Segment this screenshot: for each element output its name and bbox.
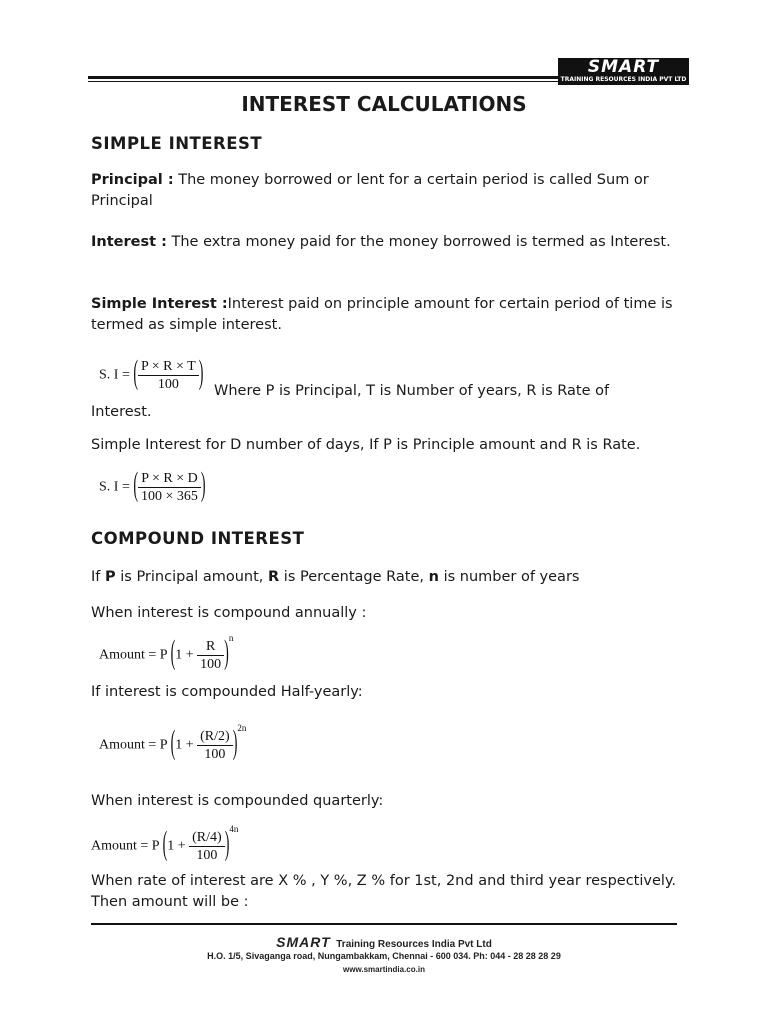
simple-interest-text: Interest paid on principle amount for certain period of time is termed as simple interest. bbox=[91, 296, 673, 333]
var-n: n bbox=[428, 569, 439, 585]
simple-interest-term: Simple Interest : bbox=[91, 296, 228, 312]
quarterly-text: When interest is compounded quarterly: bbox=[91, 793, 384, 809]
footer-company: Training Resources India Pvt Ltd bbox=[336, 939, 492, 950]
left-paren: ( bbox=[133, 468, 139, 505]
formula-numerator: R bbox=[197, 638, 224, 656]
var-r: R bbox=[268, 569, 280, 585]
principal-term: Principal : bbox=[91, 172, 174, 188]
formula-lhs: S. I = bbox=[99, 367, 130, 383]
half-yearly-formula bbox=[99, 722, 247, 763]
formula-fraction bbox=[197, 728, 233, 763]
annual-formula bbox=[99, 632, 234, 673]
footer-address: H.O. 1/5, Sivaganga road, Nungambakkam, Chennai - 600 034. Ph: 044 - 28 28 28 29 bbox=[207, 951, 561, 961]
left-paren: ( bbox=[133, 356, 139, 393]
right-paren: ) bbox=[200, 468, 206, 505]
formula-lhs: S. I = bbox=[99, 479, 130, 495]
principal-text: The money borrowed or lent for a certain period is called Sum or Principal bbox=[91, 172, 649, 209]
formula-denominator: 100 bbox=[196, 848, 218, 863]
formula-lhs: Amount = P bbox=[99, 647, 168, 663]
formula-denominator: 100 bbox=[204, 747, 226, 762]
var-p: P bbox=[105, 569, 116, 585]
simple-interest-heading: SIMPLE INTEREST bbox=[91, 134, 263, 153]
formula-where-text-cont: Interest. bbox=[91, 404, 152, 420]
half-yearly-text: If interest is compounded Half-yearly: bbox=[91, 684, 363, 700]
right-paren: ) bbox=[232, 726, 238, 763]
formula-fraction bbox=[138, 358, 199, 393]
header-rule-thin bbox=[88, 81, 558, 82]
interest-definition bbox=[91, 232, 691, 253]
compound-interest-heading: COMPOUND INTEREST bbox=[91, 529, 305, 548]
footer-rule bbox=[91, 923, 677, 925]
formula-fraction bbox=[138, 470, 201, 505]
footer-website: www.smartindia.co.in bbox=[343, 965, 425, 974]
annual-text: When interest is compound annually : bbox=[91, 605, 367, 621]
left-paren: ( bbox=[170, 636, 176, 673]
formula-one-plus: 1 + bbox=[175, 737, 194, 753]
formula-denominator: 100 bbox=[200, 657, 222, 672]
left-paren: ( bbox=[162, 827, 168, 864]
formula-numerator: (R/4) bbox=[189, 829, 225, 847]
right-paren: ) bbox=[198, 356, 204, 393]
right-paren: ) bbox=[224, 636, 229, 673]
formula-numerator: (R/2) bbox=[197, 728, 233, 746]
simple-interest-definition bbox=[91, 294, 691, 336]
days-text: Simple Interest for D number of days, If P is Principle amount and R is Rate. bbox=[91, 437, 641, 453]
page-title: INTEREST CALCULATIONS bbox=[241, 92, 527, 116]
interest-term: Interest : bbox=[91, 234, 167, 250]
quarterly-formula bbox=[91, 823, 239, 864]
smart-logo: SMART TRAINING RESOURCES INDIA PVT LTD bbox=[558, 58, 689, 85]
formula-lhs: Amount = P bbox=[91, 838, 160, 854]
interest-text: The extra money paid for the money borrowed is termed as Interest. bbox=[166, 234, 671, 250]
footer-logo: SMART bbox=[276, 934, 331, 950]
principal-definition bbox=[91, 170, 691, 212]
formula-denominator: 100 × 365 bbox=[141, 489, 198, 504]
formula-exponent: 4n bbox=[229, 823, 239, 834]
footer-company-line bbox=[0, 934, 768, 950]
formula-numerator: P × R × T bbox=[138, 358, 199, 376]
formula-where-text: Where P is Principal, T is Number of years, R is Rate of bbox=[214, 383, 610, 399]
compound-definition: If P is Principal amount, R is Percentage Rate, n is number of years bbox=[91, 569, 580, 585]
formula-fraction bbox=[189, 829, 225, 864]
left-paren: ( bbox=[170, 726, 176, 763]
simple-interest-formula bbox=[99, 358, 203, 393]
formula-fraction bbox=[197, 638, 224, 673]
formula-denominator: 100 bbox=[157, 377, 179, 392]
formula-numerator: P × R × D bbox=[138, 470, 201, 488]
simple-interest-days-formula bbox=[99, 470, 206, 505]
rate-text: When rate of interest are X % , Y %, Z % for 1st, 2nd and third year respectively. Then amount will be : bbox=[91, 873, 677, 910]
formula-lhs: Amount = P bbox=[99, 737, 168, 753]
formula-exponent: 2n bbox=[237, 722, 247, 733]
formula-one-plus: 1 + bbox=[175, 647, 194, 663]
right-paren: ) bbox=[224, 827, 230, 864]
formula-one-plus: 1 + bbox=[167, 838, 186, 854]
header-rule bbox=[88, 76, 558, 79]
formula-exponent: n bbox=[228, 632, 234, 643]
